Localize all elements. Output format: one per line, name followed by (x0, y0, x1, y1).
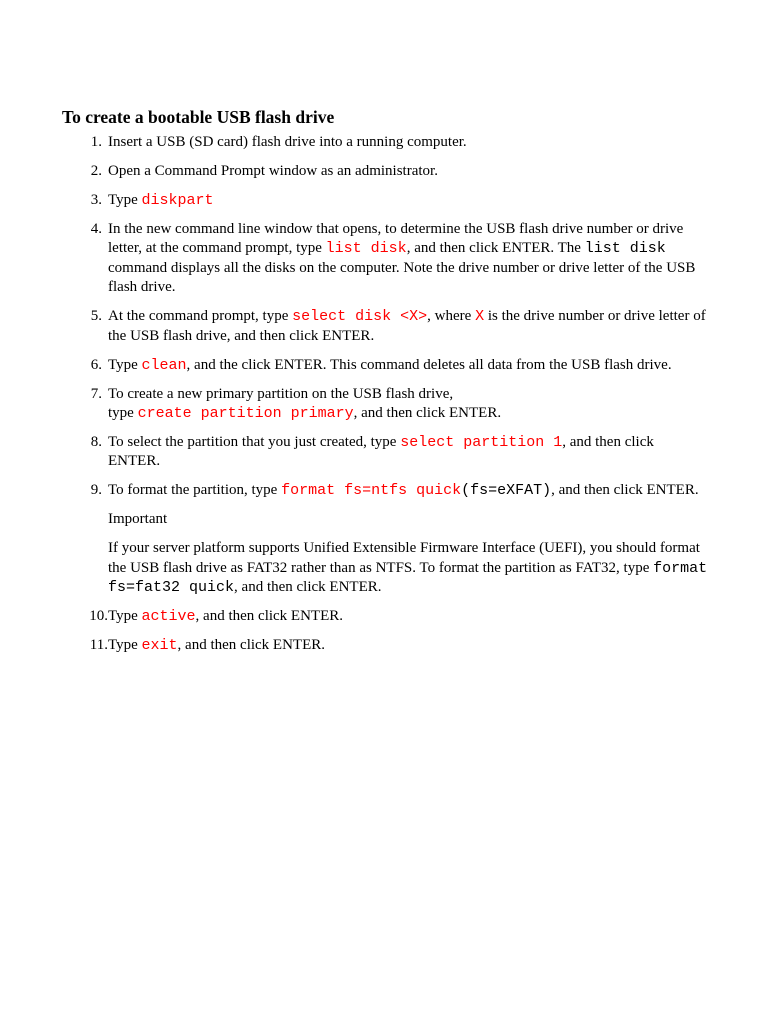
list-item (0, 356, 708, 375)
step-text: , where (427, 308, 476, 325)
important-note-heading (108, 510, 708, 529)
steps-list (0, 133, 768, 665)
step-paragraph (108, 385, 708, 424)
step-text: Open a Command Prompt window as an administrator. (108, 163, 438, 179)
list-item (0, 385, 708, 424)
step-number: 2. (90, 163, 102, 179)
list-item (0, 607, 708, 626)
step-number: 3. (90, 192, 102, 208)
command-text: active (141, 608, 196, 626)
step-text: Important (108, 511, 168, 528)
list-item (0, 481, 708, 597)
command-text: list disk (325, 240, 407, 258)
list-item (0, 162, 708, 181)
step-text: , and then click ENTER. (234, 579, 382, 596)
important-note-text (108, 539, 708, 597)
step-paragraph (108, 220, 708, 298)
document-title: To create a bootable USB flash drive (62, 107, 335, 127)
step-number: 10. (89, 608, 108, 625)
step-number: 5. (90, 308, 102, 325)
step-paragraph (108, 162, 708, 181)
command-text: select disk <X> (292, 308, 428, 326)
step-number: 7. (90, 385, 102, 402)
list-item (0, 191, 708, 210)
step-number: 8. (90, 434, 102, 451)
step-number: 1. (90, 134, 102, 150)
step-number: 11. (89, 637, 108, 654)
step-text: Type (108, 608, 142, 625)
step-paragraph (108, 481, 708, 500)
step-text: , and the click ENTER. This command deletes all data from the USB flash drive. (186, 356, 672, 373)
command-text: format fs=ntfs quick (281, 482, 462, 500)
step-text: To create a new primary partition on the USB flash drive, (108, 385, 454, 402)
list-item (0, 636, 708, 655)
command-text: X (475, 308, 485, 326)
inline-code: format fs=fat32 quick (108, 559, 708, 597)
step-text: In the new command line window that opens, to determine the USB flash drive number or drive letter, at the command prompt, type (108, 221, 684, 257)
command-text: diskpart (141, 192, 214, 209)
command-text: select partition 1 (400, 434, 563, 452)
step-paragraph (108, 433, 708, 472)
step-text: is the drive number or drive letter of the USB flash drive, and then click ENTER. (108, 308, 706, 344)
step-number: 6. (90, 356, 102, 373)
step-text: , and then click ENTER. The (406, 240, 585, 257)
step-paragraph (108, 191, 708, 210)
command-text: clean (141, 356, 187, 374)
step-text: , and then click ENTER. (551, 482, 699, 499)
command-text: exit (141, 637, 178, 655)
step-text: type (108, 405, 138, 422)
step-text: command displays all the disks on the computer. Note the drive number or drive letter of the USB flash drive. (108, 259, 696, 296)
step-paragraph (108, 356, 708, 375)
step-text: , and then click ENTER. (195, 608, 344, 625)
step-text: If your server platform supports Unified Extensible Firmware Interface (UEFI), you should format the USB flash drive as FAT32 rather than as NTFS. To format the partition as FAT32, type (108, 540, 700, 576)
step-number: 4. (90, 221, 102, 237)
step-paragraph (108, 636, 708, 655)
command-text: create partition primary (137, 405, 354, 423)
step-number: 9. (90, 482, 102, 499)
step-text: To select the partition that you just created, type (108, 434, 401, 451)
step-text: Type (108, 192, 142, 208)
step-text: Type (108, 637, 142, 654)
step-paragraph (108, 307, 708, 346)
step-text: To format the partition, type (108, 482, 282, 499)
step-paragraph (108, 133, 708, 152)
list-item (0, 220, 708, 298)
step-text: At the command prompt, type (108, 308, 293, 325)
list-item (0, 133, 708, 152)
step-text: Insert a USB (SD card) flash drive into a running computer. (108, 134, 467, 150)
list-item (0, 433, 708, 472)
inline-code: list disk (584, 240, 666, 258)
step-text: , and then click ENTER. (353, 405, 502, 422)
step-text: , and then click ENTER. (108, 434, 654, 470)
inline-code: (fs=eXFAT) (461, 482, 552, 500)
step-text: , and then click ENTER. (177, 637, 326, 654)
step-paragraph (108, 607, 708, 626)
list-item (0, 307, 708, 346)
step-text: Type (108, 356, 142, 373)
